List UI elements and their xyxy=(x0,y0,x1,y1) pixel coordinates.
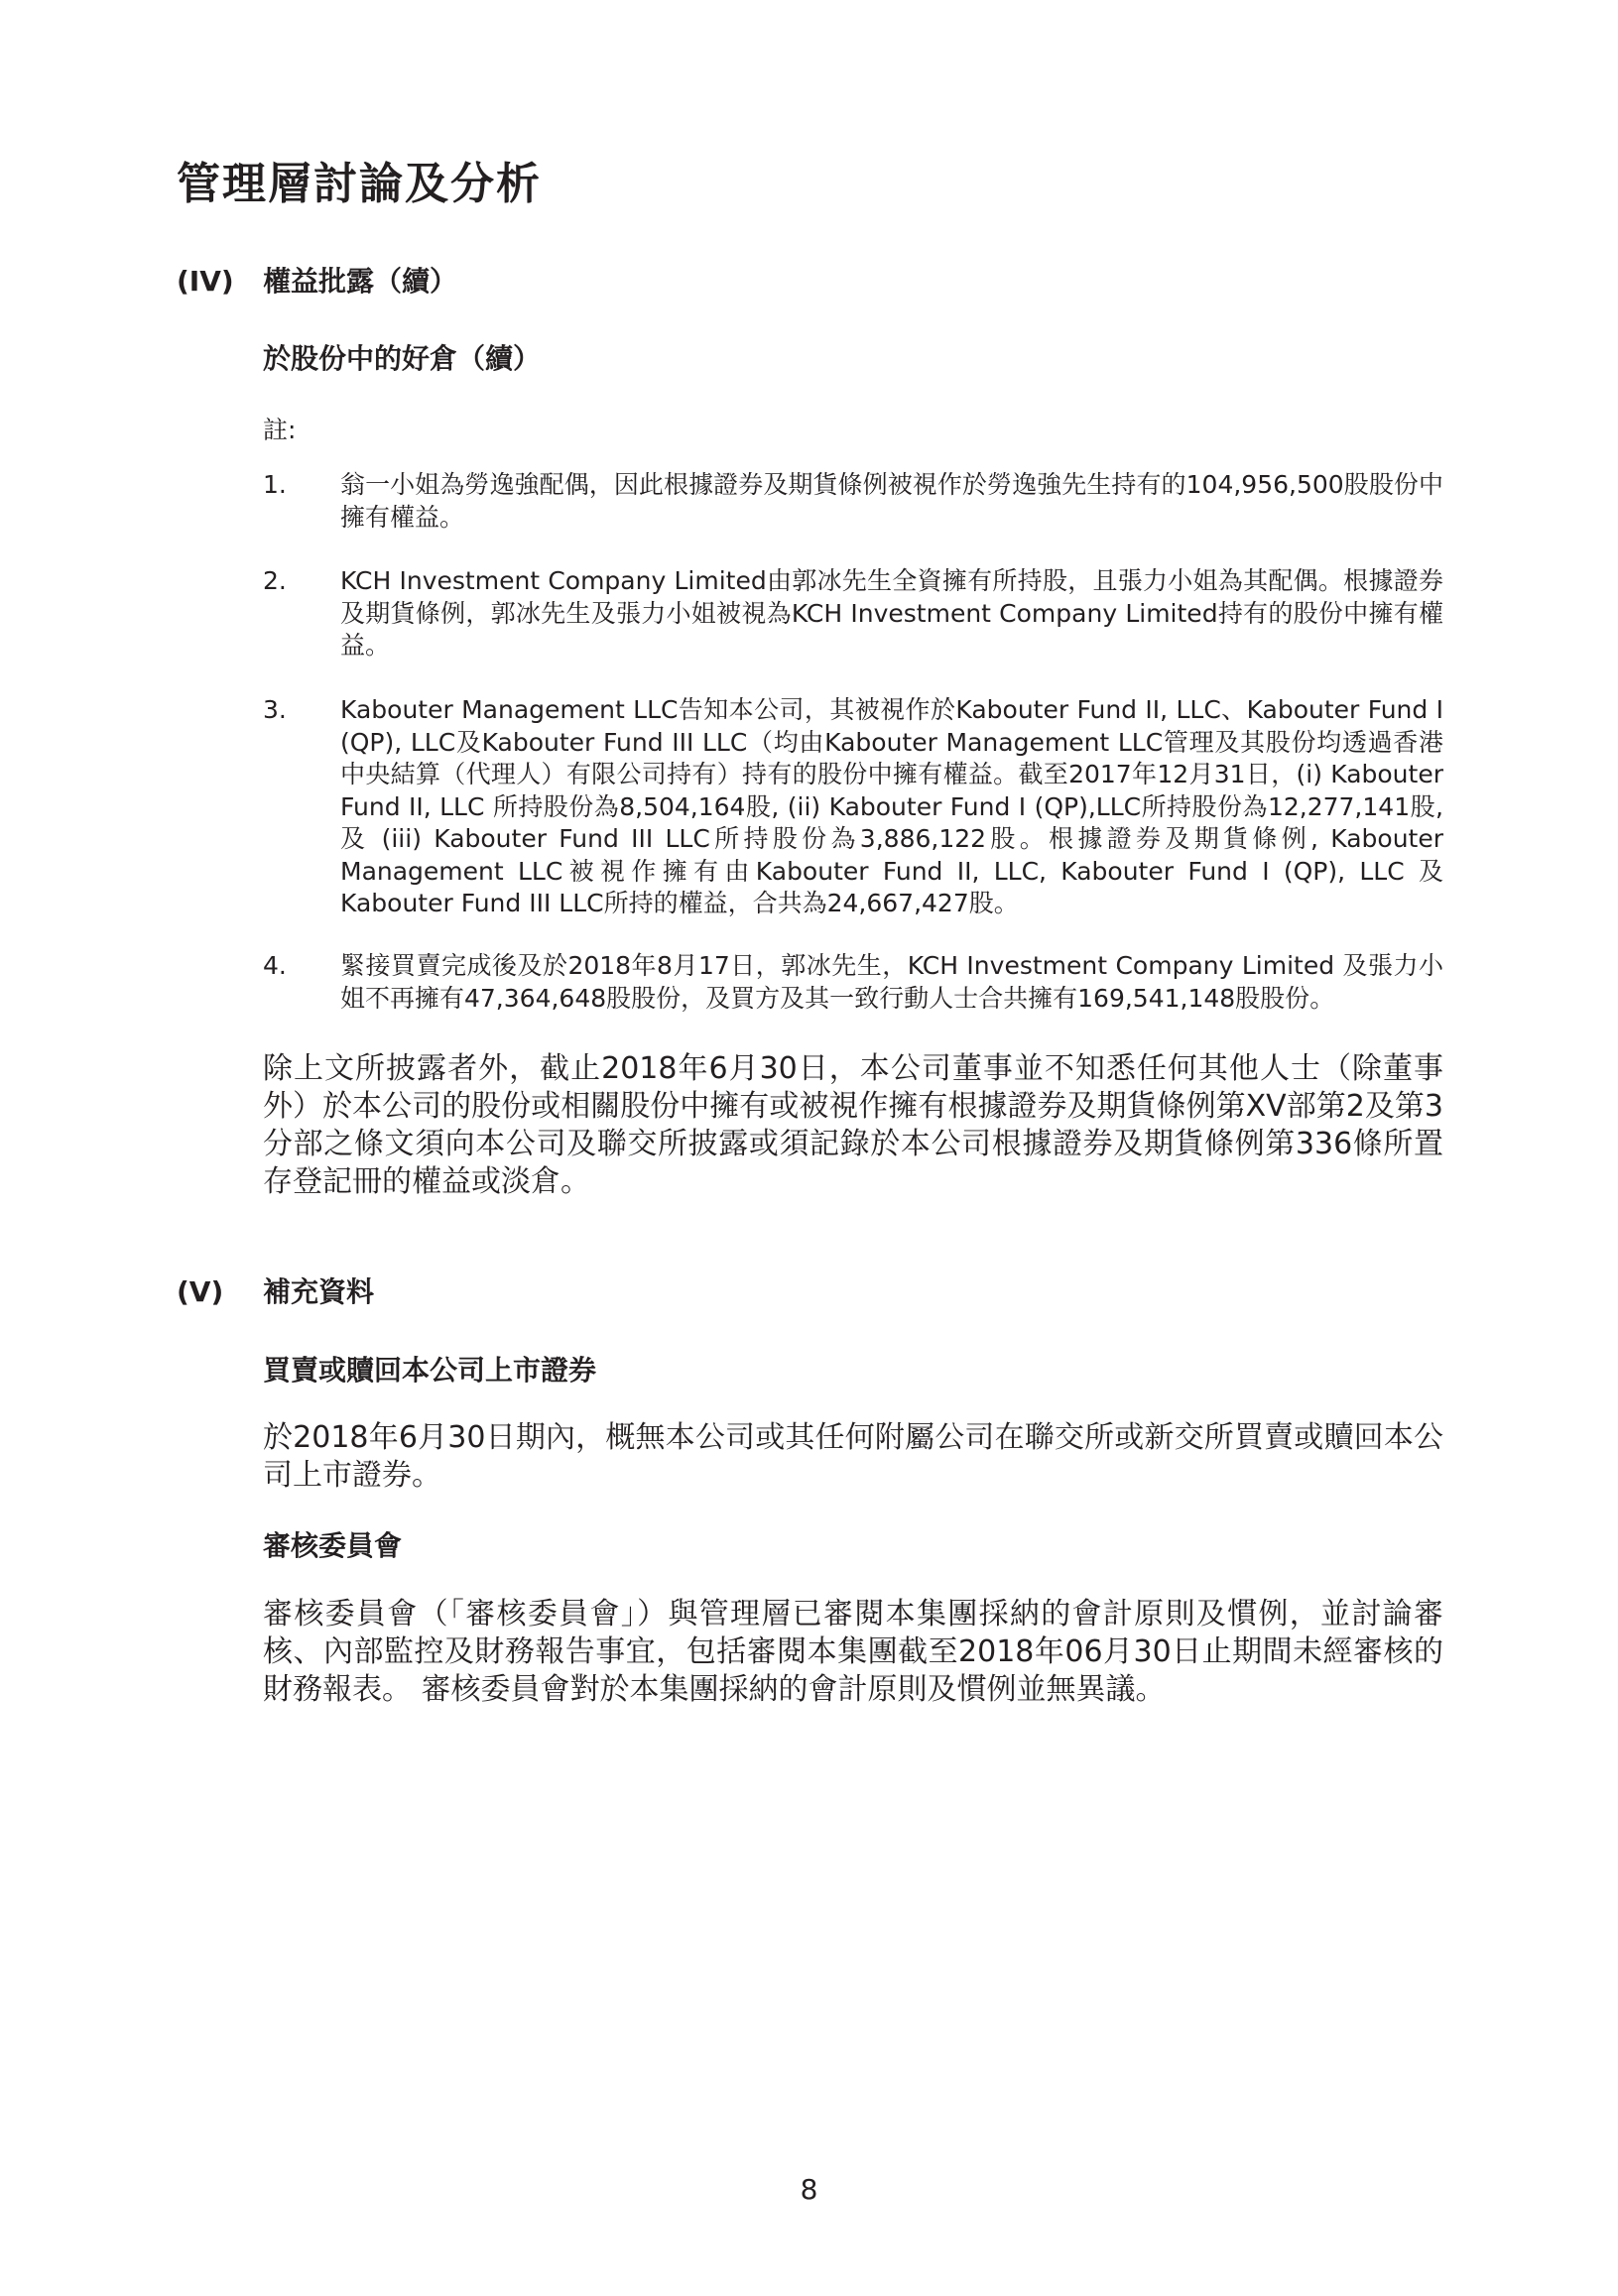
section-v-number: (V) xyxy=(177,1275,224,1308)
buyback-heading: 買賣或贖回本公司上市證券 xyxy=(263,1354,597,1387)
page-title: 管理層討論及分析 xyxy=(177,159,542,209)
disclosure-closing-paragraph: 除上文所披露者外，截止2018年6月30日，本公司董事並不知悉任何其他人士（除董事外）於本公司的股份或相關股份中擁有或被視作擁有根據證券及期貨條例第XV部第2及第3分部之條文須向本公司及聯交所披露或須記錄於本公司根據證券及期貨條例第336條所置存登記冊的權益或淡倉。 xyxy=(263,1051,1443,1199)
note-number: 3. xyxy=(263,695,287,724)
note-text: KCH Investment Company Limited由郭冰先生全資擁有所持股，且張力小姐為其配偶。根據證券及期貨條例，郭冰先生及張力小姐被視為KCH Investment Company Limited持有的股份中擁有權益。 xyxy=(340,566,1443,660)
section-iv-heading xyxy=(177,262,457,302)
buyback-paragraph: 於2018年6月30日期內，概無本公司或其任何附屬公司在聯交所或新交所買賣或贖回本公司上市證券。 xyxy=(263,1420,1443,1493)
note-text: 翁一小姐為勞逸強配偶，因此根據證券及期貨條例被視作於勞逸強先生持有的104,956,500股股份中擁有權益。 xyxy=(340,470,1443,532)
note-number: 2. xyxy=(263,566,287,595)
note-number: 4. xyxy=(263,951,287,980)
page-number: 8 xyxy=(800,2173,818,2206)
note-text: Kabouter Management LLC告知本公司，其被視作於Kabouter Fund II, LLC、Kabouter Fund I (QP), LLC及Kabouter Fund III LLC（均由Kabouter Management LLC管理及其股份均透過香港中央結算（代理人）有限公司持有）持有的股份中擁有權益。截至2017年12月31日，(i) Kabouter Fund II, LLC 所持股份為8,504,164股, (ii) Kabouter Fund I (QP),LLC所持股份為12,277,141股,及 (iii) Kabouter Fund III LLC所持股份為3,886,122股。根據證券及期貨條例, Kabouter Management LLC被視作擁有由Kabouter Fund II, LLC, Kabouter Fund I (QP), LLC 及 Kabouter Fund III LLC所持的權益，合共為24,667,427股。 xyxy=(340,695,1443,917)
long-position-subheading: 於股份中的好倉（續） xyxy=(263,342,542,375)
note-item xyxy=(263,469,1443,534)
section-iv-number: (IV) xyxy=(177,265,234,298)
note-number: 1. xyxy=(263,470,287,499)
note-item xyxy=(263,565,1443,663)
section-iv-title: 權益批露（續） xyxy=(263,265,458,298)
audit-committee-paragraph: 審核委員會（「審核委員會」）與管理層已審閱本集團採納的會計原則及慣例，並討論審核、內部監控及財務報告事宜，包括審閱本集團截至2018年06月30日止期間未經審核的財務報表。 審核委員會對於本集團採納的會計原則及慣例並無異議。 xyxy=(263,1597,1443,1707)
section-v-title: 補充資料 xyxy=(263,1275,375,1308)
note-item xyxy=(263,950,1443,1015)
note-text: 緊接買賣完成後及於2018年8月17日，郭冰先生，KCH Investment Company Limited 及張力小姐不再擁有47,364,648股股份，及買方及其一致行動人士合共擁有169,541,148股股份。 xyxy=(340,951,1443,1013)
note-item xyxy=(263,694,1443,920)
section-v-heading xyxy=(177,1272,374,1312)
audit-committee-heading: 審核委員會 xyxy=(263,1529,403,1562)
notes-label: 註: xyxy=(263,416,297,444)
